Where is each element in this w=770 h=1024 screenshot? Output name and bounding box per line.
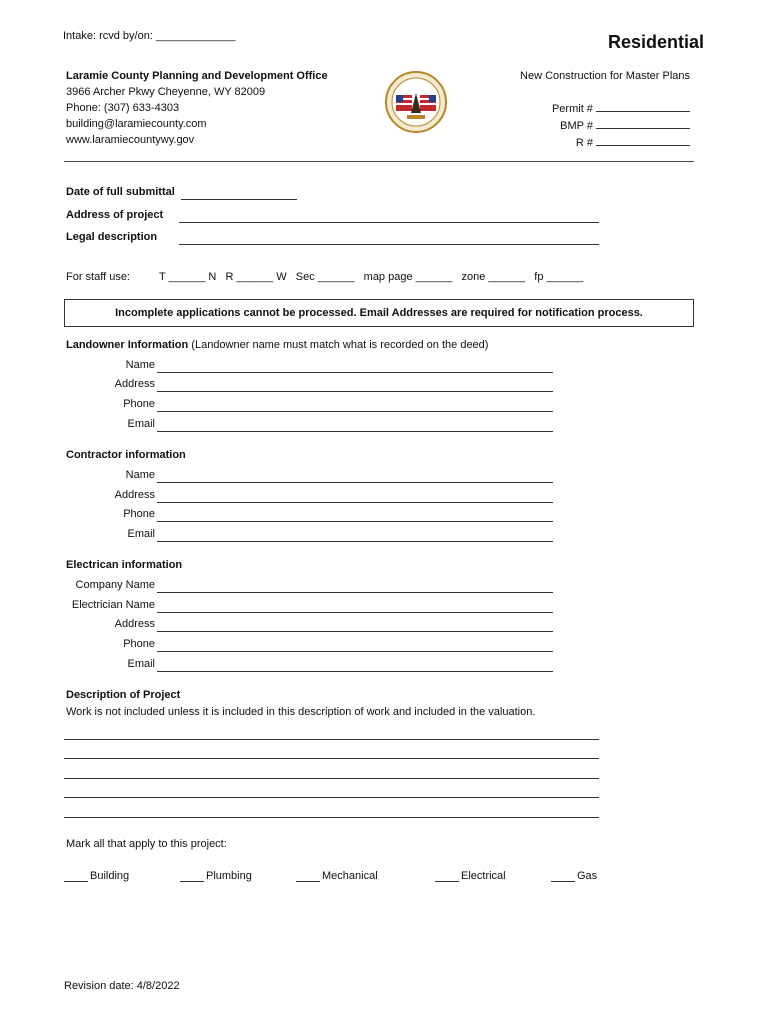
office-website[interactable]: www.laramiecountywy.gov xyxy=(66,134,195,146)
check-electrical-blank[interactable] xyxy=(435,871,459,882)
electrician-email-label: Email xyxy=(127,658,155,670)
check-gas[interactable] xyxy=(551,870,597,882)
intake-received: Intake: rcvd by/on: _____________ xyxy=(63,30,236,42)
check-plumbing-label: Plumbing xyxy=(206,870,252,882)
revision-date: Revision date: 4/8/2022 xyxy=(64,980,180,992)
incomplete-notice: Incomplete applications cannot be processed. Email Addresses are required for notification process. xyxy=(64,299,694,327)
description-line-1[interactable] xyxy=(64,739,599,740)
landowner-email-label: Email xyxy=(127,418,155,430)
office-info xyxy=(66,68,328,148)
contractor-email-label: Email xyxy=(127,528,155,540)
apply-label: Mark all that apply to this project: xyxy=(66,838,227,850)
project-address-field[interactable] xyxy=(179,222,599,223)
permit-label: Permit # xyxy=(551,103,593,115)
electrician-email-field[interactable] xyxy=(157,671,553,672)
landowner-phone-field[interactable] xyxy=(157,411,553,412)
contractor-phone-field[interactable] xyxy=(157,521,553,522)
office-address: 3966 Archer Pkwy Cheyenne, WY 82009 xyxy=(66,86,266,98)
landowner-title: Landowner Information xyxy=(66,339,189,351)
electrician-name-field[interactable] xyxy=(157,612,553,613)
landowner-note: (Landowner name must match what is recorded on the deed) xyxy=(191,339,489,351)
date-submittal-label: Date of full submittal xyxy=(66,186,175,198)
header-divider xyxy=(64,161,694,162)
contractor-phone-label: Phone xyxy=(123,508,155,520)
legal-description-field[interactable] xyxy=(179,244,599,245)
check-mechanical-label: Mechanical xyxy=(322,870,378,882)
landowner-address-field[interactable] xyxy=(157,391,553,392)
check-electrical-label: Electrical xyxy=(461,870,506,882)
check-plumbing[interactable] xyxy=(180,870,252,882)
landowner-email-field[interactable] xyxy=(157,431,553,432)
check-electrical[interactable] xyxy=(435,870,506,882)
permit-info xyxy=(520,68,690,151)
electrician-phone-field[interactable] xyxy=(157,651,553,652)
electrician-company-label: Company Name xyxy=(75,579,155,591)
legal-description-label: Legal description xyxy=(66,231,158,243)
check-mechanical-blank[interactable] xyxy=(296,871,320,882)
staff-use-fields[interactable]: T ______ N R ______ W Sec ______ map page ______ zone ______ fp ______ xyxy=(159,271,584,283)
office-email[interactable]: building@laramiecounty.com xyxy=(66,118,207,130)
electrician-phone-label: Phone xyxy=(123,638,155,650)
description-heading: Description of Project xyxy=(66,689,181,701)
bmp-field[interactable] xyxy=(596,117,690,129)
electrician-heading: Electrican information xyxy=(66,559,183,571)
landowner-address-label: Address xyxy=(114,378,155,390)
electrician-address-label: Address xyxy=(114,618,155,630)
contractor-name-field[interactable] xyxy=(157,482,553,483)
description-line-2[interactable] xyxy=(64,758,599,759)
check-gas-label: Gas xyxy=(577,870,598,882)
contractor-address-field[interactable] xyxy=(157,502,553,503)
description-line-4[interactable] xyxy=(64,797,599,798)
check-gas-blank[interactable] xyxy=(551,871,575,882)
check-plumbing-blank[interactable] xyxy=(180,871,204,882)
check-mechanical[interactable] xyxy=(296,870,378,882)
page-title: Residential xyxy=(607,32,704,52)
check-building-label: Building xyxy=(90,870,130,882)
project-address-label: Address of project xyxy=(66,209,164,221)
electrician-address-field[interactable] xyxy=(157,631,553,632)
check-building-blank[interactable] xyxy=(64,871,88,882)
description-line-5[interactable] xyxy=(64,817,599,818)
electrician-name-label: Electrician Name xyxy=(71,599,155,611)
r-field[interactable] xyxy=(596,134,690,146)
contractor-name-label: Name xyxy=(125,469,155,481)
contractor-heading: Contractor information xyxy=(66,449,186,461)
landowner-name-field[interactable] xyxy=(157,372,553,373)
landowner-phone-label: Phone xyxy=(123,398,155,410)
county-seal-icon xyxy=(385,71,447,133)
bmp-label: BMP # xyxy=(560,120,593,132)
date-submittal-field[interactable] xyxy=(181,199,297,200)
permit-field[interactable] xyxy=(596,100,690,112)
r-label: R # xyxy=(575,137,593,149)
description-line-3[interactable] xyxy=(64,778,599,779)
check-building[interactable] xyxy=(64,870,129,882)
subtitle: New Construction for Master Plans xyxy=(520,70,690,82)
office-phone: Phone: (307) 633-4303 xyxy=(66,102,180,114)
staff-use-label: For staff use: xyxy=(66,271,130,283)
description-note: Work is not included unless it is included in this description of work and included in the valuation. xyxy=(66,706,536,718)
office-name: Laramie County Planning and Development Office xyxy=(66,70,328,82)
landowner-heading xyxy=(66,339,488,351)
contractor-address-label: Address xyxy=(114,489,155,501)
contractor-email-field[interactable] xyxy=(157,541,553,542)
landowner-name-label: Name xyxy=(125,359,155,371)
electrician-company-field[interactable] xyxy=(157,592,553,593)
